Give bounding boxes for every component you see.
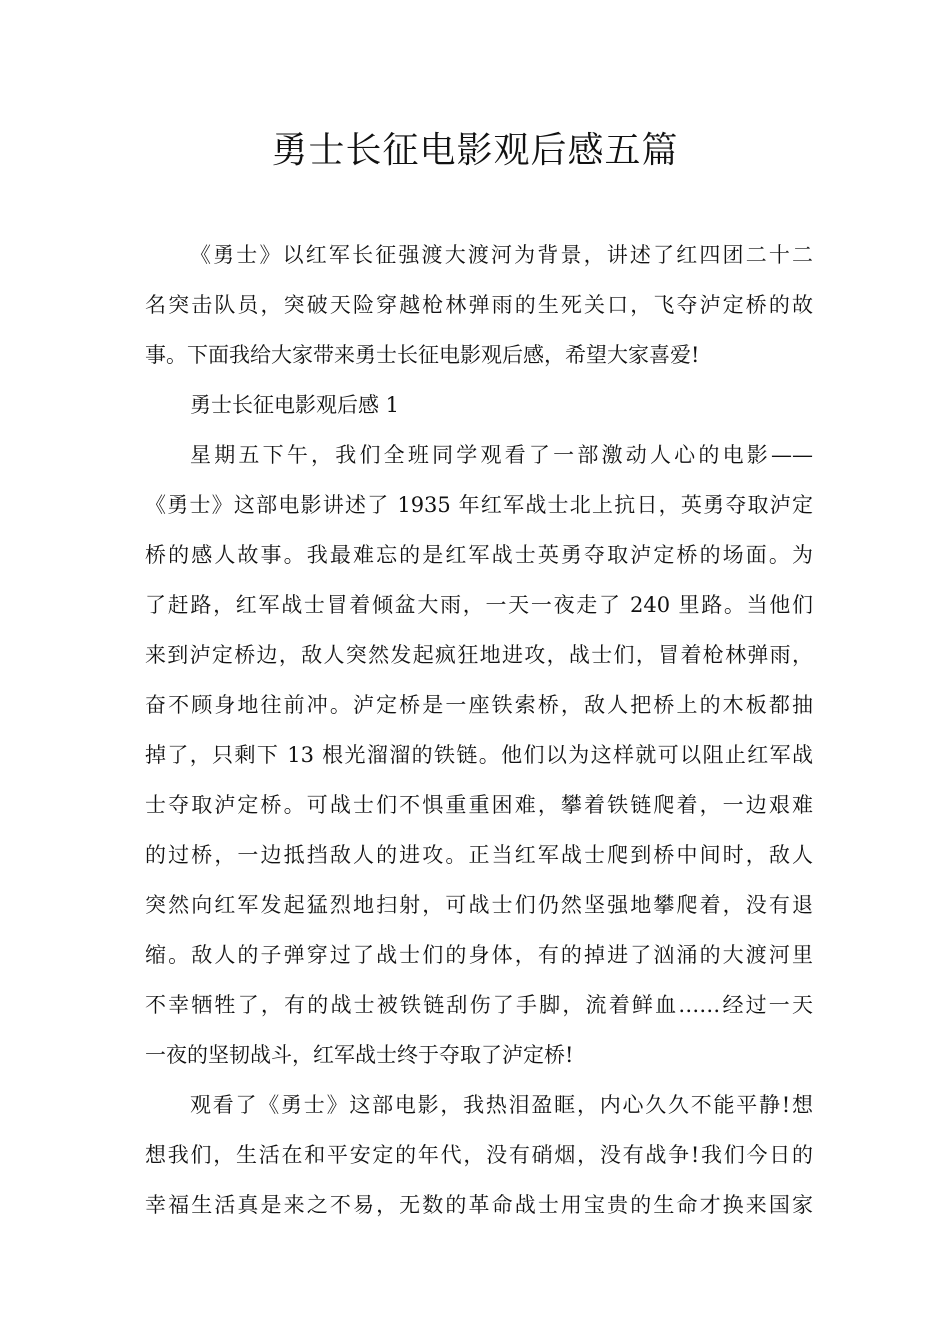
paragraph-line: 缩。敌人的子弹穿过了战士们的身体，有的掉进了汹涌的大渡河里 xyxy=(145,943,813,967)
paragraph-line: 一夜的坚韧战斗，红军战士终于夺取了泸定桥! xyxy=(145,1043,574,1067)
paragraph-line: 来到泸定桥边，敌人突然发起疯狂地进攻，战士们，冒着枪林弹雨， xyxy=(145,643,813,667)
paragraph-line: 突然向红军发起猛烈地扫射，可战士们仍然坚强地攀爬着，没有退 xyxy=(145,893,813,917)
paragraph-line: 的过桥，一边抵挡敌人的进攻。正当红军战士爬到桥中间时，敌人 xyxy=(145,843,813,867)
paragraph-line: 名突击队员，突破天险穿越枪林弹雨的生死关口，飞夺泸定桥的故 xyxy=(145,293,813,317)
paragraph-line: 《勇士》这部电影讲述了 1935 年红军战士北上抗日，英勇夺取泸定 xyxy=(145,493,813,517)
section-heading: 勇士长征电影观后感 1 xyxy=(190,393,400,417)
paragraph-line: 不幸牺牲了，有的战士被铁链刮伤了手脚，流着鲜血……经过一天 xyxy=(145,993,813,1017)
paragraph-line: 《勇士》以红军长征强渡大渡河为背景，讲述了红四团二十二 xyxy=(190,243,813,267)
paragraph-line: 了赶路，红军战士冒着倾盆大雨，一天一夜走了 240 里路。当他们 xyxy=(145,593,813,617)
paragraph-line: 星期五下午，我们全班同学观看了一部激动人心的电影—— xyxy=(190,443,813,467)
paragraph-line: 事。下面我给大家带来勇士长征电影观后感，希望大家喜爱! xyxy=(145,343,700,367)
document-body xyxy=(145,230,813,1230)
paragraph-line: 掉了，只剩下 13 根光溜溜的铁链。他们以为这样就可以阻止红军战 xyxy=(145,743,813,767)
document-title: 勇士长征电影观后感五篇 xyxy=(271,130,679,171)
paragraph-line: 奋不顾身地往前冲。泸定桥是一座铁索桥，敌人把桥上的木板都抽 xyxy=(145,693,813,717)
paragraph-line: 桥的感人故事。我最难忘的是红军战士英勇夺取泸定桥的场面。为 xyxy=(145,543,813,567)
paragraph-line: 士夺取泸定桥。可战士们不惧重重困难，攀着铁链爬着，一边艰难 xyxy=(145,793,813,817)
paragraph-line: 想我们，生活在和平安定的年代，没有硝烟，没有战争!我们今日的 xyxy=(145,1143,813,1167)
paragraph-line: 观看了《勇士》这部电影，我热泪盈眶，内心久久不能平静!想 xyxy=(190,1093,813,1117)
paragraph-line: 幸福生活真是来之不易，无数的革命战士用宝贵的生命才换来国家 xyxy=(145,1193,813,1217)
